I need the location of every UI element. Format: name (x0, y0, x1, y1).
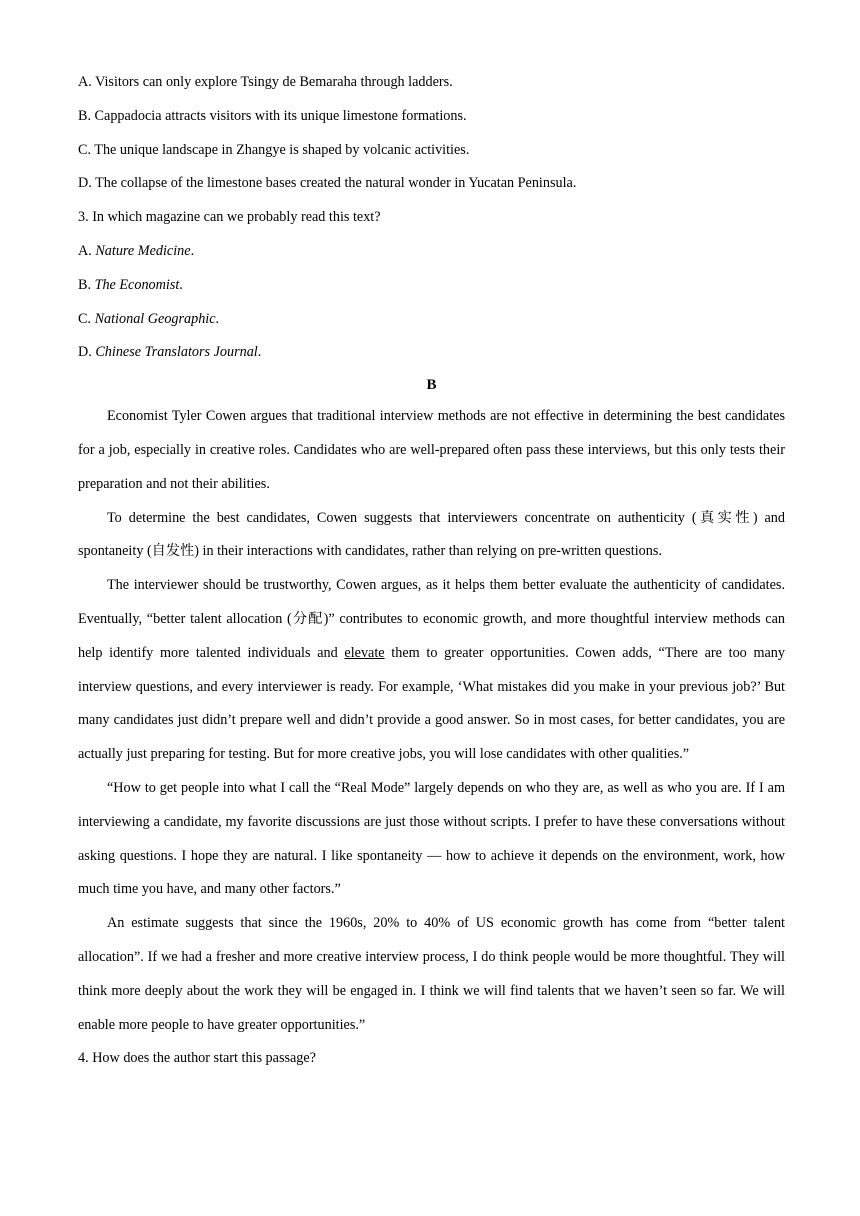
section-heading: B (426, 377, 437, 394)
magazine-title: The Economist (94, 276, 180, 293)
q3-option-c (78, 303, 785, 337)
magazine-title: National Geographic (94, 310, 216, 327)
option-end: . (190, 242, 195, 259)
option-end: . (215, 310, 220, 327)
passage-paragraph-4: “How to get people into what I call the “Real Mode” largely depends on who they are, as well as who you are. If I am interviewing a candidate, my favorite discussions are just those without scripts. I prefer to have these conversations without asking questions. I hope they are natural. I like spontaneity — how to achieve it depends on the environment, work, how much time you have, and many other factors.” (78, 779, 785, 898)
document-page (78, 66, 785, 1076)
paragraph-text: The interviewer should be trustworthy, Cowen argues, as it helps them better evaluate the authenticity of candidates. Eventually, “better talent allocation (分配)” contributes to economic growth, and more thoughtful interview methods can help identify more talented individuals and (78, 577, 785, 661)
q4-stem: 4. How does the author start this passage? (78, 1050, 316, 1067)
passage-paragraph-3 (78, 569, 785, 772)
option-letter: A. (78, 242, 96, 259)
paragraph-text: them to greater opportunities. Cowen adds, “There are too many interview questions, and every interviewer is ready. For example, ‘What mistakes did you make in your previous job?’ But many candidates just didn’t prepare well and didn’t provide a good answer. So in most cases, for better candidates, you are actually just preparing for testing. But for more creative jobs, you will lose candidates with other qualities.” (78, 644, 785, 763)
q3-option-a (78, 235, 785, 269)
magazine-title: Nature Medicine (95, 242, 191, 259)
q3-stem: 3. In which magazine can we probably read this text? (78, 209, 381, 226)
passage-paragraph-5: An estimate suggests that since the 1960s, 20% to 40% of US economic growth has come from “better talent allocation”. If we had a fresher and more creative interview process, I do think people would be more thoughtful. They will think more deeply about the work they will be engaged in. I think we will find talents that we haven’t seen so far. We will enable more people to have greater opportunities.” (78, 915, 785, 1033)
underlined-word: elevate (344, 644, 385, 661)
passage-b (78, 400, 785, 1042)
q3-option-d (78, 336, 785, 370)
q2-option-c: C. The unique landscape in Zhangye is shaped by volcanic activities. (78, 141, 470, 158)
option-letter: C. (78, 310, 95, 327)
q2-option-a: A. Visitors can only explore Tsingy de Bemaraha through ladders. (78, 74, 453, 90)
option-letter: B. (78, 276, 95, 293)
q3-option-b (78, 269, 785, 303)
magazine-title: Chinese Translators Journal (95, 344, 258, 361)
passage-paragraph-1: Economist Tyler Cowen argues that traditional interview methods are not effective in determining the best candidates for a job, especially in creative roles. Candidates who are well-prepared often pass these interviews, but this only tests their preparation and not their abilities. (78, 408, 785, 492)
option-end: . (257, 344, 262, 361)
q2-option-d: D. The collapse of the limestone bases created the natural wonder in Yucatan Peninsula. (78, 175, 577, 192)
option-letter: D. (78, 344, 96, 361)
q2-option-b: B. Cappadocia attracts visitors with its unique limestone formations. (78, 107, 467, 124)
option-end: . (179, 276, 183, 293)
passage-paragraph-2: To determine the best candidates, Cowen suggests that interviewers concentrate on authenticity (真实性) and spontaneity (自发性) in their interactions with candidates, rather than relying on pre-written questions. (78, 509, 785, 560)
